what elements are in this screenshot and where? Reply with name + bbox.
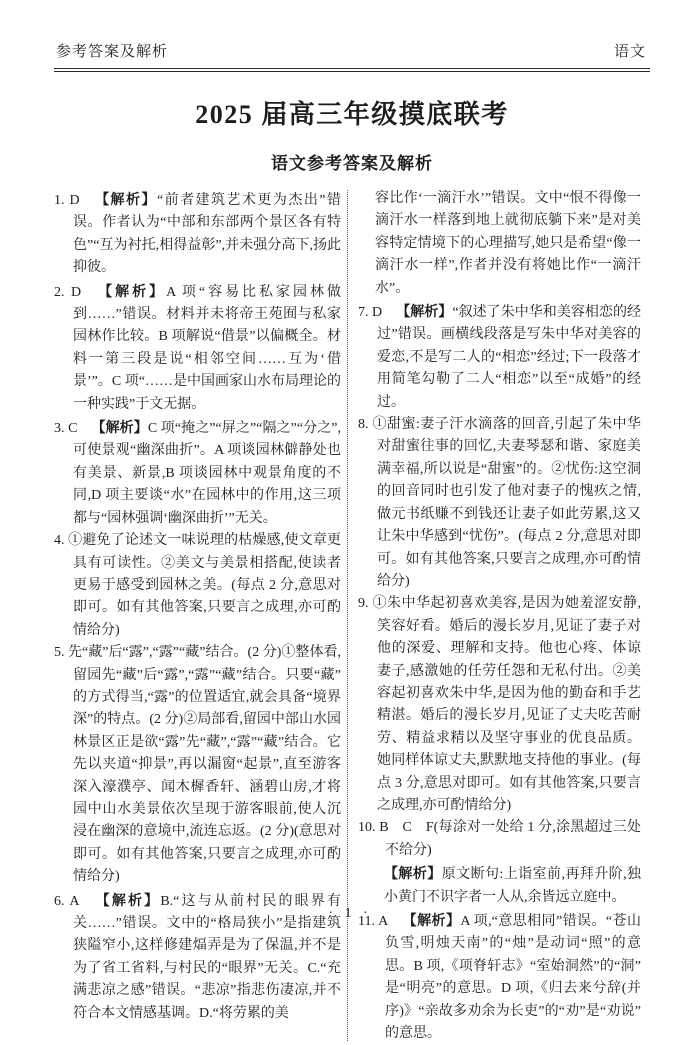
header-rule xyxy=(54,68,650,72)
page-title: 2025 届高三年级摸底联考 xyxy=(195,100,509,129)
answer-2 xyxy=(54,280,341,416)
answer-text: 11. A xyxy=(358,914,403,929)
answer-4 xyxy=(54,530,341,642)
explain-label: 【解析】 xyxy=(93,891,161,908)
answer-text: 9. ①朱中华起初喜欢美容,是因为她羞涩安静,笑容好看。婚后的漫长岁月,见证了妻子对他的深爱、理解和支持。他也心疼、体谅妻子,感激她的任劳任怨和无私付出。②美容起初喜欢朱中华,是因为他的勤奋和手艺精湛。婚后的漫长岁月,见证了丈夫吃苦耐劳、精益求精以及坚守事业的优良品质。她同样体谅丈夫,默默地支持他的事业。(每点 3 分,意思对即可。如有其他答案,只要言之成理,亦可酌情给分) xyxy=(358,596,641,813)
explain-label: 【解析】 xyxy=(93,191,157,207)
answer-text: 容比作‘一滴汗水’”错误。文中“恨不得像一滴汗水一样落到地上就彻底躺下来”是对美容特定情境下的心理描写,她只是希望“像一滴汗水一样”,作者并没有将她比作“一滴汗水”。 xyxy=(375,191,641,296)
answer-text: 2. D xyxy=(54,284,96,300)
answer-6-continued xyxy=(358,188,641,300)
answer-text: 8. ①甜蜜:妻子汗水滴落的回音,引起了朱中华对甜蜜往事的回忆,夫妻琴瑟和谐、家庭美满幸福,所以说是“甜蜜”的。②忧伤:这空洞的回音同时也引发了他对妻子的愧疚之情,做元书纸赚不到钱还让妻子如此劳累,这又让朱中华感到“忧伤”。(每点 2 分,意思对即可。如有其他答案,只要言之成理,亦可酌情给分) xyxy=(358,417,641,589)
answer-text: 1. D xyxy=(54,193,94,208)
answer-text: 7. D xyxy=(358,305,397,321)
page-number: · 1 · xyxy=(328,906,372,921)
answer-10-p1 xyxy=(358,817,641,862)
explain-label: 【解析】 xyxy=(396,303,453,320)
explain-label: 【解析】 xyxy=(402,912,461,928)
answer-text: 5. 先“藏”后“露”,“露”“藏”结合。(2 分)①整体看,留园先“藏”后“露”,“露”“藏”结合。只要“藏”的方式得当,“露”的位置适宜,就会具备“境界深”的特点。(2 分)②局部看,留园中部山水园林景区正是欲“露”先“藏”,“露”“藏”结合。它先以夹道“抑景”,再以漏窗“起景”,直至游客深入濠濮亭、闻木樨香轩、涵碧山房,才将园中山水美景依次呈现于游客眼前,使人沉浸在幽深的意境中,流连忘返。(2 分)(意思对即可。如有其他答案,只要言之成理,亦可酌情给分) xyxy=(54,645,341,885)
answer-text: A 项,“意思相同”错误。“苍山负雪,明烛天南”的“烛”是动词“照”的意思。B 项,《项脊轩志》“室始洞然”的“洞”是“明亮”的意思。D 项,《归去来兮辞(并序)》“亲故多劝余为长吏”的“劝”是“劝说”的意思。 xyxy=(385,914,641,1042)
answer-text: “叙述了朱中华和美容相恋的经过”错误。画横线段落是写朱中华对美容的爱恋,不是写二人的“相恋”经过;下一段落才用简笔勾勒了二人“相恋”以至“成婚”的经过。 xyxy=(377,305,642,410)
answer-1 xyxy=(54,188,341,280)
answer-text: A 项“容易比私家园林做到……”错误。材料并未将帝王苑囿与私家园林作比较。B 项解说“借景”以偏概全。材料一第三段是说“相邻空间……互为‘借景’”。C 项“……是中国画家山水布局理论的一种实践”于文无据。 xyxy=(73,284,341,412)
answer-text: 原文断句:上诣室前,再拜升阶,独小黄门不识字者一人从,余皆远立庭中。 xyxy=(384,867,642,905)
answer-7 xyxy=(358,300,641,414)
answer-text: 3. C xyxy=(54,421,92,437)
header-right-label: 语文 xyxy=(613,44,646,60)
answer-text: 10. B C F(每涂对一处给 1 分,涂黑超过三处不给分) xyxy=(358,820,641,858)
explain-label: 【解析】 xyxy=(95,282,167,299)
page-header xyxy=(54,40,650,68)
answer-text: B.“这与从前村民的眼界有关……”错误。文中的“格局狭小”是指建筑狭隘窄小,这样修建煏弄是为了保温,并不是为了省工省料,与村民的“眼界”无关。C.“充满悲凉之感”错误。“悲凉”指悲伤凄凉,并不符合本文情感基调。D.“将劳累的美 xyxy=(73,893,341,1021)
answer-10-p2 xyxy=(358,862,641,909)
answer-text: C 项“掩之”“屏之”“隔之”“分之”,可使景观“幽深曲折”。A 项谈园林僻静处也有美景、新景,B 项谈园林中观景角度的不同,D 项主要谈“水”在园林中的作用,这三项都与“园林强调‘幽深曲折’”无关。 xyxy=(73,421,341,526)
answer-9 xyxy=(358,593,641,817)
answer-text: 4. ①避免了论述文一味说理的枯燥感,使文章更具有可读性。②美文与美景相搭配,使读者更易于感受到园林之美。(每点 2 分,意思对即可。如有其他答案,只要言之成理,亦可酌情给分) xyxy=(54,533,341,638)
explain-label: 【解析】 xyxy=(384,865,442,882)
answer-11 xyxy=(358,909,641,1045)
answer-text: 6. A xyxy=(54,893,94,909)
page-subtitle: 语文参考答案及解析 xyxy=(271,154,433,173)
answer-5 xyxy=(54,642,341,888)
answer-3 xyxy=(54,416,341,530)
answer-text: “前者建筑艺术更为杰出”错误。作者认为“中部和东部两个景区各有特色”“互为衬托,相得益彰”,并未强分高下,扬此抑彼。 xyxy=(73,193,341,276)
answer-8 xyxy=(358,414,641,593)
header-left-label: 参考答案及解析 xyxy=(56,44,169,60)
explain-label: 【解析】 xyxy=(91,419,148,436)
